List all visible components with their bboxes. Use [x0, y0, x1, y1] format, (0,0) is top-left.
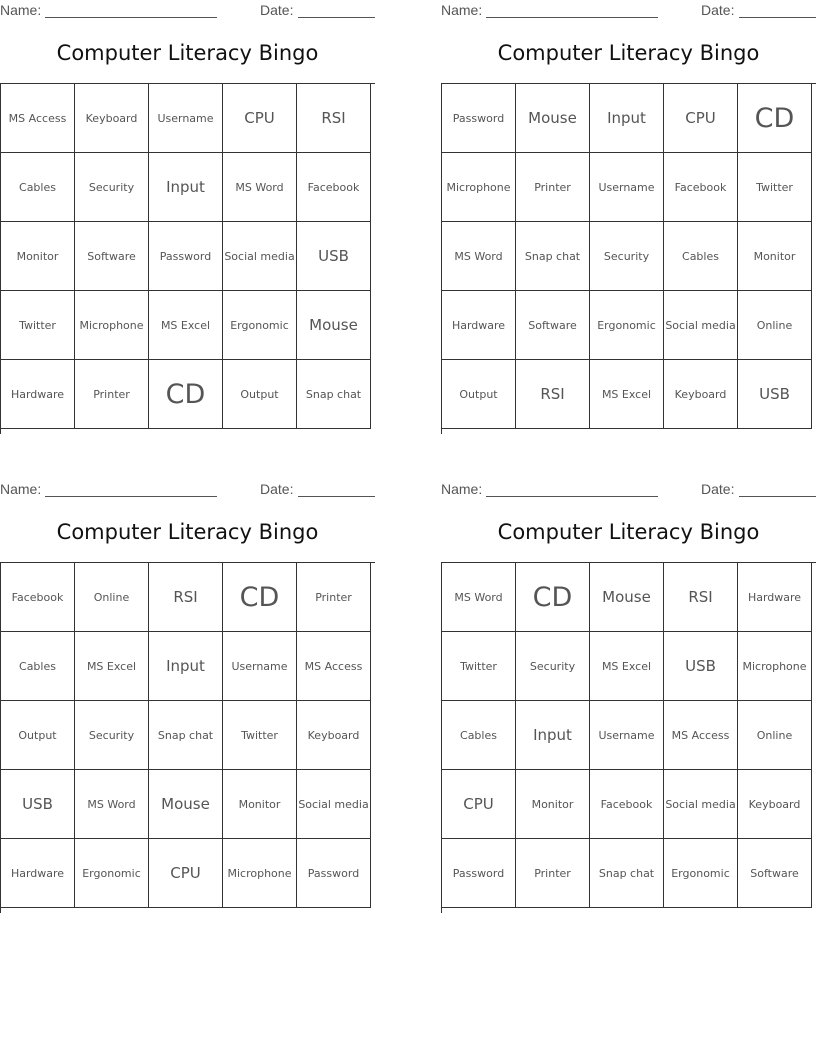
bingo-cell: Printer: [75, 360, 149, 429]
bingo-cell: Monitor: [738, 222, 812, 291]
name-date-row: [441, 2, 816, 20]
bingo-card: [0, 479, 375, 914]
bingo-cell: Printer: [516, 839, 590, 908]
bingo-cell: Mouse: [516, 84, 590, 153]
bingo-cell: Snap chat: [297, 360, 371, 429]
date-blank-line: [739, 17, 816, 18]
bingo-cell: Hardware: [1, 839, 75, 908]
date-blank-line: [298, 17, 375, 18]
bingo-cell: Microphone: [738, 632, 812, 701]
bingo-cell: Printer: [516, 153, 590, 222]
name-label: Name:: [0, 2, 42, 18]
bingo-cell: RSI: [297, 84, 371, 153]
bingo-cell: MS Access: [664, 701, 738, 770]
bingo-cell: Software: [75, 222, 149, 291]
bingo-cell: Username: [590, 153, 664, 222]
bingo-cell: Keyboard: [297, 701, 371, 770]
bingo-cell: Mouse: [590, 563, 664, 632]
bingo-cell: Monitor: [223, 770, 297, 839]
date-blank-line: [298, 496, 375, 497]
bingo-cell: Microphone: [442, 153, 516, 222]
bingo-card: [0, 0, 375, 435]
bingo-cell: USB: [297, 222, 371, 291]
name-label: Name:: [441, 481, 483, 497]
bingo-cell: Snap chat: [516, 222, 590, 291]
bingo-cell: Facebook: [590, 770, 664, 839]
bingo-cell: Twitter: [738, 153, 812, 222]
bingo-cell: Input: [516, 701, 590, 770]
bingo-cell: Keyboard: [738, 770, 812, 839]
bingo-cell: Input: [149, 632, 223, 701]
bingo-grid: [0, 83, 375, 434]
bingo-cell: CPU: [149, 839, 223, 908]
bingo-cell: Output: [223, 360, 297, 429]
name-blank-line: [45, 496, 217, 497]
name-blank-line: [486, 17, 658, 18]
bingo-cell: Password: [442, 839, 516, 908]
date-label: Date:: [701, 2, 735, 18]
bingo-cell: Input: [590, 84, 664, 153]
bingo-cell: Online: [738, 291, 812, 360]
bingo-cell: Microphone: [75, 291, 149, 360]
bingo-cell: Mouse: [149, 770, 223, 839]
bingo-cell: MS Word: [75, 770, 149, 839]
bingo-cell: Keyboard: [664, 360, 738, 429]
bingo-cell: Monitor: [1, 222, 75, 291]
bingo-cell: MS Excel: [149, 291, 223, 360]
bingo-cell: MS Word: [442, 563, 516, 632]
card-title: Computer Literacy Bingo: [497, 41, 760, 65]
bingo-cell: Security: [75, 701, 149, 770]
bingo-cell: Username: [149, 84, 223, 153]
bingo-cell: Social media: [297, 770, 371, 839]
bingo-cell: Mouse: [297, 291, 371, 360]
bingo-cell: MS Access: [1, 84, 75, 153]
bingo-cell: Snap chat: [149, 701, 223, 770]
bingo-cell: Ergonomic: [590, 291, 664, 360]
bingo-cell: MS Access: [297, 632, 371, 701]
bingo-cell: CD: [223, 563, 297, 632]
bingo-cell: Security: [75, 153, 149, 222]
bingo-cell: Software: [738, 839, 812, 908]
bingo-cell: Cables: [442, 701, 516, 770]
bingo-cell: Hardware: [442, 291, 516, 360]
bingo-cell: Social media: [223, 222, 297, 291]
bingo-cell: MS Excel: [590, 360, 664, 429]
bingo-cell: Microphone: [223, 839, 297, 908]
bingo-cell: RSI: [516, 360, 590, 429]
bingo-cell: Keyboard: [75, 84, 149, 153]
card-title: Computer Literacy Bingo: [497, 520, 760, 544]
bingo-cell: Facebook: [297, 153, 371, 222]
bingo-grid: [441, 562, 816, 913]
bingo-cell: CD: [516, 563, 590, 632]
card-title: Computer Literacy Bingo: [56, 41, 319, 65]
bingo-cell: Monitor: [516, 770, 590, 839]
bingo-cell: CD: [149, 360, 223, 429]
bingo-cell: Username: [590, 701, 664, 770]
bingo-cell: Security: [590, 222, 664, 291]
bingo-cell: Online: [738, 701, 812, 770]
bingo-cell: Hardware: [738, 563, 812, 632]
bingo-cell: USB: [664, 632, 738, 701]
bingo-cell: Input: [149, 153, 223, 222]
bingo-cell: Twitter: [223, 701, 297, 770]
bingo-cell: CPU: [442, 770, 516, 839]
name-blank-line: [486, 496, 658, 497]
name-date-row: [0, 481, 375, 499]
bingo-cell: Username: [223, 632, 297, 701]
date-label: Date:: [260, 2, 294, 18]
bingo-card: [441, 479, 816, 914]
name-date-row: [0, 2, 375, 20]
bingo-cell: MS Word: [223, 153, 297, 222]
bingo-cell: Social media: [664, 770, 738, 839]
bingo-cell: Cables: [1, 632, 75, 701]
bingo-cell: Ergonomic: [223, 291, 297, 360]
bingo-card: [441, 0, 816, 435]
card-title: Computer Literacy Bingo: [56, 520, 319, 544]
bingo-cell: RSI: [664, 563, 738, 632]
bingo-cell: RSI: [149, 563, 223, 632]
bingo-cell: Security: [516, 632, 590, 701]
bingo-cell: Snap chat: [590, 839, 664, 908]
bingo-cell: Facebook: [1, 563, 75, 632]
bingo-cell: Cables: [1, 153, 75, 222]
bingo-cell: Cables: [664, 222, 738, 291]
bingo-cell: MS Excel: [590, 632, 664, 701]
date-blank-line: [739, 496, 816, 497]
bingo-cell: MS Word: [442, 222, 516, 291]
date-label: Date:: [260, 481, 294, 497]
bingo-cell: Online: [75, 563, 149, 632]
bingo-cell: Ergonomic: [75, 839, 149, 908]
name-date-row: [441, 481, 816, 499]
bingo-cell: Output: [1, 701, 75, 770]
bingo-cell: Facebook: [664, 153, 738, 222]
name-label: Name:: [441, 2, 483, 18]
bingo-cell: Printer: [297, 563, 371, 632]
bingo-cell: Password: [297, 839, 371, 908]
name-label: Name:: [0, 481, 42, 497]
date-label: Date:: [701, 481, 735, 497]
bingo-cell: CPU: [223, 84, 297, 153]
bingo-cell: CD: [738, 84, 812, 153]
bingo-cell: Software: [516, 291, 590, 360]
bingo-grid: [0, 562, 375, 913]
bingo-cell: Social media: [664, 291, 738, 360]
bingo-grid: [441, 83, 816, 434]
bingo-cell: MS Excel: [75, 632, 149, 701]
bingo-cell: Hardware: [1, 360, 75, 429]
bingo-cell: Password: [149, 222, 223, 291]
bingo-cell: Twitter: [442, 632, 516, 701]
bingo-cell: Output: [442, 360, 516, 429]
bingo-cell: Twitter: [1, 291, 75, 360]
bingo-cell: CPU: [664, 84, 738, 153]
name-blank-line: [45, 17, 217, 18]
bingo-cell: USB: [738, 360, 812, 429]
bingo-cell: Password: [442, 84, 516, 153]
bingo-cell: Ergonomic: [664, 839, 738, 908]
bingo-cell: USB: [1, 770, 75, 839]
